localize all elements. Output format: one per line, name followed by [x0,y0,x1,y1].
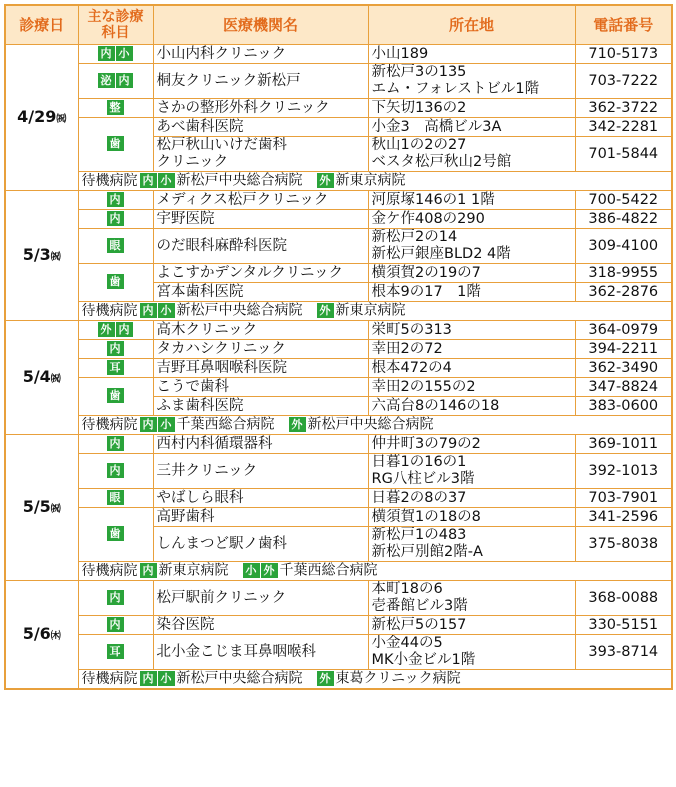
clinic-phone: 710-5173 [575,45,672,64]
clinic-address-line: 日暮1の16の1 [371,454,467,470]
dept-tags [140,302,177,319]
dept-tags [140,416,177,433]
dept-tags [140,172,177,189]
clinic-phone: 342-2281 [575,118,672,137]
clinic-address [368,397,575,416]
clinic-address [368,99,575,118]
dept-tag: 小 [158,173,175,188]
dept-tags [107,191,125,208]
clinic-address-line: RG八柱ビル3階 [371,471,475,487]
dept-tags [289,416,308,433]
table-row [5,64,672,99]
clinic-name-line: 三井クリニック [156,462,258,479]
clinic-name-line: 北小金こじま耳鼻咽喉科 [156,643,316,660]
dept-tag: 泌 [98,73,115,88]
clinic-phone: 330-5151 [575,616,672,635]
clinic-address-line: 新松戸銀座BLD2 4階 [371,246,511,262]
date-cell [5,45,78,191]
dept-cell [78,264,153,302]
clinic-address-line: 幸田2の155の2 [371,378,476,395]
dept-tag: 眼 [107,490,124,505]
clinic-phone: 700-5422 [575,191,672,210]
dept-tags [107,274,125,291]
clinic-address [368,508,575,527]
clinic-address-line: 根本472の4 [371,359,452,376]
clinic-address-line: 日暮2の8の37 [371,489,467,506]
clinic-phone: 386-4822 [575,210,672,229]
clinic-name-line: しんまつど駅ノ歯科 [156,535,287,552]
dept-tag: 歯 [107,388,124,403]
clinic-phone: 383-0600 [575,397,672,416]
date-suffix: ㈷ [50,251,61,263]
clinic-name [153,527,368,562]
date-cell [5,581,78,690]
clinic-address-line: MK小金ビル1階 [371,652,476,668]
clinic-address-line: 小金44の5 [371,635,443,651]
clinic-name-line: 松戸駅前クリニック [156,589,287,606]
dept-tag: 耳 [107,644,124,659]
dept-tags [107,435,125,452]
clinic-address [368,137,575,172]
clinic-address-line: 栄町5の313 [371,321,452,338]
standby-label: 待機病院 [81,670,138,687]
clinic-address-line: 小金3 高橋ビル3A [371,118,502,135]
clinic-name [153,191,368,210]
dept-tags [98,321,134,338]
table-row [5,191,672,210]
dept-tags [107,489,125,506]
clinic-phone: 703-7222 [575,64,672,99]
clinic-address-line: 新松戸5の157 [371,616,467,633]
standby-row [5,562,672,581]
clinic-address-line: 本町18の6 [371,581,443,597]
dept-tag: 内 [107,590,124,605]
clinic-name-line: クリニック [156,154,229,170]
dept-tag: 内 [107,617,124,632]
clinic-name [153,340,368,359]
dept-tag: 内 [107,436,124,451]
dept-cell [78,99,153,118]
standby-hospital: 新東京病院 [335,172,406,189]
table-row [5,454,672,489]
dept-tags [317,172,336,189]
dept-cell [78,45,153,64]
table-row [5,340,672,359]
table-row [5,489,672,508]
clinic-address [368,489,575,508]
clinic-address-line: 金ケ作408の290 [371,210,485,227]
clinic-address [368,45,575,64]
clinic-phone: 341-2596 [575,508,672,527]
dept-cell [78,359,153,378]
clinic-name-line: こうで歯科 [156,378,229,395]
clinic-address [368,321,575,340]
dept-cell [78,489,153,508]
table-row [5,321,672,340]
clinic-address-line: 新松戸3の135 [371,64,467,80]
standby-hospital: 新松戸中央総合病院 [176,302,303,319]
dept-cell [78,118,153,172]
table-row [5,359,672,378]
clinic-name-line: さかの整形外科クリニック [156,99,330,116]
clinic-address-line: 新松戸別館2階-A [371,544,483,560]
clinic-address-line: 壱番館ビル3階 [371,598,468,614]
dept-cell [78,340,153,359]
standby-label: 待機病院 [81,416,138,433]
dept-cell [78,64,153,99]
table-row [5,45,672,64]
header-date: 診療日 [5,5,78,45]
dept-tags [107,643,125,660]
clinic-address [368,378,575,397]
standby-row [5,172,672,191]
standby-hospital: 新松戸中央総合病院 [176,670,303,687]
clinic-phone: 394-2211 [575,340,672,359]
clinic-address-line: 幸田2の72 [371,340,443,357]
dept-tags [107,616,125,633]
dept-cell [78,229,153,264]
standby-label: 待機病院 [81,172,138,189]
date-cell [5,321,78,435]
clinic-name-line: ふま歯科医院 [156,397,244,414]
clinic-name [153,99,368,118]
table-row [5,378,672,397]
date-suffix: ㈷ [50,503,61,515]
date-cell [5,191,78,321]
dept-cell [78,435,153,454]
dept-tags [107,388,125,405]
dept-tags [98,72,134,89]
clinic-address [368,283,575,302]
header-row [5,5,672,45]
dept-tags [107,359,125,376]
clinic-address-line: 横須賀1の18の8 [371,508,481,525]
standby-row [5,416,672,435]
clinic-address [368,454,575,489]
dept-tag: 内 [140,671,157,686]
clinic-name [153,635,368,670]
clinic-address-line: 新松戸2の14 [371,229,458,245]
clinic-address [368,435,575,454]
clinic-phone: 368-0088 [575,581,672,616]
dept-tag: 内 [98,46,115,61]
standby-cell [78,562,672,581]
clinic-address-line: 小山189 [371,45,429,62]
standby-row [5,670,672,690]
clinic-name-line: タカハシクリニック [156,340,286,357]
dept-tag: 小 [116,46,133,61]
clinic-address [368,229,575,264]
standby-hospital: 新東京病院 [158,562,229,579]
standby-hospital: 千葉西総合病院 [279,562,378,579]
clinic-name [153,264,368,283]
dept-tag: 整 [107,100,124,115]
clinic-address [368,264,575,283]
date-text: 5/4 [22,366,51,386]
clinic-name [153,210,368,229]
clinic-address-line: 下矢切136の2 [371,99,467,116]
dept-tag: 外 [98,322,115,337]
clinic-name-line: 宇野医院 [156,210,215,227]
dept-tags [98,45,134,62]
clinic-address-line: ベスタ松戸秋山2号館 [371,154,512,170]
dept-tag: 外 [261,563,278,578]
dept-tag: 歯 [107,136,124,151]
clinic-phone: 347-8824 [575,378,672,397]
clinic-name [153,397,368,416]
dept-tag: 外 [317,173,334,188]
clinic-address [368,527,575,562]
header-name: 医療機関名 [153,5,368,45]
clinic-name-line: 染谷医院 [156,616,215,633]
clinic-name [153,229,368,264]
table-row [5,118,672,137]
clinic-name-line: 高野歯科 [156,508,215,525]
standby-cell [78,416,672,435]
dept-tag: 内 [107,211,124,226]
clinic-name [153,137,368,172]
dept-tags [140,562,159,579]
dept-tag: 内 [140,303,157,318]
clinic-name [153,489,368,508]
dept-cell [78,191,153,210]
clinic-name [153,454,368,489]
dept-cell [78,210,153,229]
dept-tag: 眼 [107,238,124,253]
dept-tags [107,210,125,227]
standby-hospital: 新松戸中央総合病院 [307,416,434,433]
dept-cell [78,321,153,340]
date-cell [5,435,78,581]
date-suffix: ㈷ [50,373,61,385]
dept-cell [78,508,153,562]
table-row [5,616,672,635]
dept-tag: 外 [289,417,306,432]
dept-tags [107,589,125,606]
clinic-name [153,359,368,378]
dept-tags [107,136,125,153]
clinic-address [368,64,575,99]
holiday-clinic-table [4,4,673,690]
dept-tag: 小 [158,671,175,686]
dept-tag: 歯 [107,526,124,541]
clinic-address-line: 新松戸1の483 [371,527,467,543]
clinic-name [153,508,368,527]
clinic-name-line: 松戸秋山いけだ歯科 [156,137,287,153]
clinic-name [153,118,368,137]
table-row [5,264,672,283]
standby-label: 待機病院 [81,302,138,319]
dept-tag: 小 [158,303,175,318]
clinic-name [153,616,368,635]
clinic-name-line: あべ歯科医院 [156,118,244,135]
clinic-name-line: よこすかデンタルクリニック [156,264,343,281]
table-row [5,508,672,527]
dept-tag: 内 [116,73,133,88]
standby-cell [78,670,672,690]
clinic-address-line: エム・フォレストビル1階 [371,81,540,97]
clinic-name-line: のだ眼科麻酔科医院 [156,237,287,254]
dept-tags [243,562,280,579]
dept-tag: 外 [317,671,334,686]
clinic-name [153,64,368,99]
clinic-name [153,321,368,340]
clinic-phone: 318-9955 [575,264,672,283]
standby-hospital: 東葛クリニック病院 [335,670,461,687]
table-row [5,229,672,264]
clinic-phone: 362-3722 [575,99,672,118]
date-text: 5/3 [22,244,51,264]
clinic-name-line: 小山内科クリニック [156,45,287,62]
clinic-name [153,378,368,397]
dept-tag: 外 [317,303,334,318]
clinic-name-line: 吉野耳鼻咽喉科医院 [156,359,287,376]
dept-tags [107,340,125,357]
dept-tag: 内 [116,322,133,337]
clinic-address [368,359,575,378]
header-address: 所在地 [368,5,575,45]
standby-row [5,302,672,321]
standby-label: 待機病院 [81,562,138,579]
dept-tag: 内 [140,563,157,578]
standby-hospital: 新東京病院 [335,302,406,319]
header-phone: 電話番号 [575,5,672,45]
clinic-phone: 375-8038 [575,527,672,562]
clinic-phone: 703-7901 [575,489,672,508]
clinic-address [368,210,575,229]
date-text: 4/29 [17,106,57,126]
dept-cell [78,378,153,416]
dept-tags [317,670,336,687]
dept-cell [78,454,153,489]
clinic-phone: 393-8714 [575,635,672,670]
clinic-address-line: 六高台8の146の18 [371,397,500,414]
clinic-phone: 364-0979 [575,321,672,340]
clinic-name-line: 宮本歯科医院 [156,283,244,300]
clinic-name-line: 桐友クリニック新松戸 [156,72,301,89]
dept-tags [107,526,125,543]
dept-tag: 小 [158,417,175,432]
standby-cell [78,172,672,191]
table-body [5,45,672,690]
dept-cell [78,581,153,616]
standby-hospital: 千葉西総合病院 [176,416,275,433]
clinic-phone: 362-3490 [575,359,672,378]
clinic-address [368,581,575,616]
clinic-address-line: 根本9の17 1階 [371,283,481,300]
dept-tags [317,302,336,319]
clinic-phone: 369-1011 [575,435,672,454]
dept-tag: 内 [140,417,157,432]
standby-hospital: 新松戸中央総合病院 [176,172,303,189]
date-text: 5/5 [22,496,51,516]
table-row [5,635,672,670]
header-dept: 主な診療科目 [78,5,153,45]
table-row [5,581,672,616]
clinic-address-line: 河原塚146の1 1階 [371,191,495,208]
clinic-address-line: 秋山1の2の27 [371,137,467,153]
dept-tag: 内 [107,192,124,207]
standby-cell [78,302,672,321]
clinic-address [368,340,575,359]
clinic-name-line: やばしら眼科 [156,489,244,506]
dept-tag: 内 [107,463,124,478]
clinic-address-line: 横須賀2の19の7 [371,264,481,281]
date-suffix: ㈭ [50,630,61,642]
dept-tags [107,237,125,254]
dept-tag: 耳 [107,360,124,375]
clinic-address [368,191,575,210]
clinic-address [368,635,575,670]
table-row [5,435,672,454]
dept-tag: 小 [243,563,260,578]
clinic-address [368,118,575,137]
dept-tag: 内 [107,341,124,356]
clinic-address [368,616,575,635]
dept-tags [140,670,177,687]
dept-tags [107,99,125,116]
clinic-phone: 362-2876 [575,283,672,302]
dept-cell [78,635,153,670]
clinic-name [153,45,368,64]
dept-tag: 内 [140,173,157,188]
clinic-name [153,283,368,302]
date-text: 5/6 [22,623,51,643]
clinic-name-line: メディクス松戸クリニック [156,191,329,208]
dept-tags [107,462,125,479]
clinic-name-line: 西村内科循環器科 [156,435,273,452]
clinic-name [153,435,368,454]
table-row [5,99,672,118]
clinic-name [153,581,368,616]
clinic-address-line: 仲井町3の79の2 [371,435,481,452]
dept-cell [78,616,153,635]
clinic-name-line: 高木クリニック [156,321,258,338]
dept-tag: 歯 [107,274,124,289]
clinic-phone: 309-4100 [575,229,672,264]
table-row [5,210,672,229]
clinic-phone: 701-5844 [575,137,672,172]
date-suffix: ㈷ [56,113,67,125]
clinic-phone: 392-1013 [575,454,672,489]
